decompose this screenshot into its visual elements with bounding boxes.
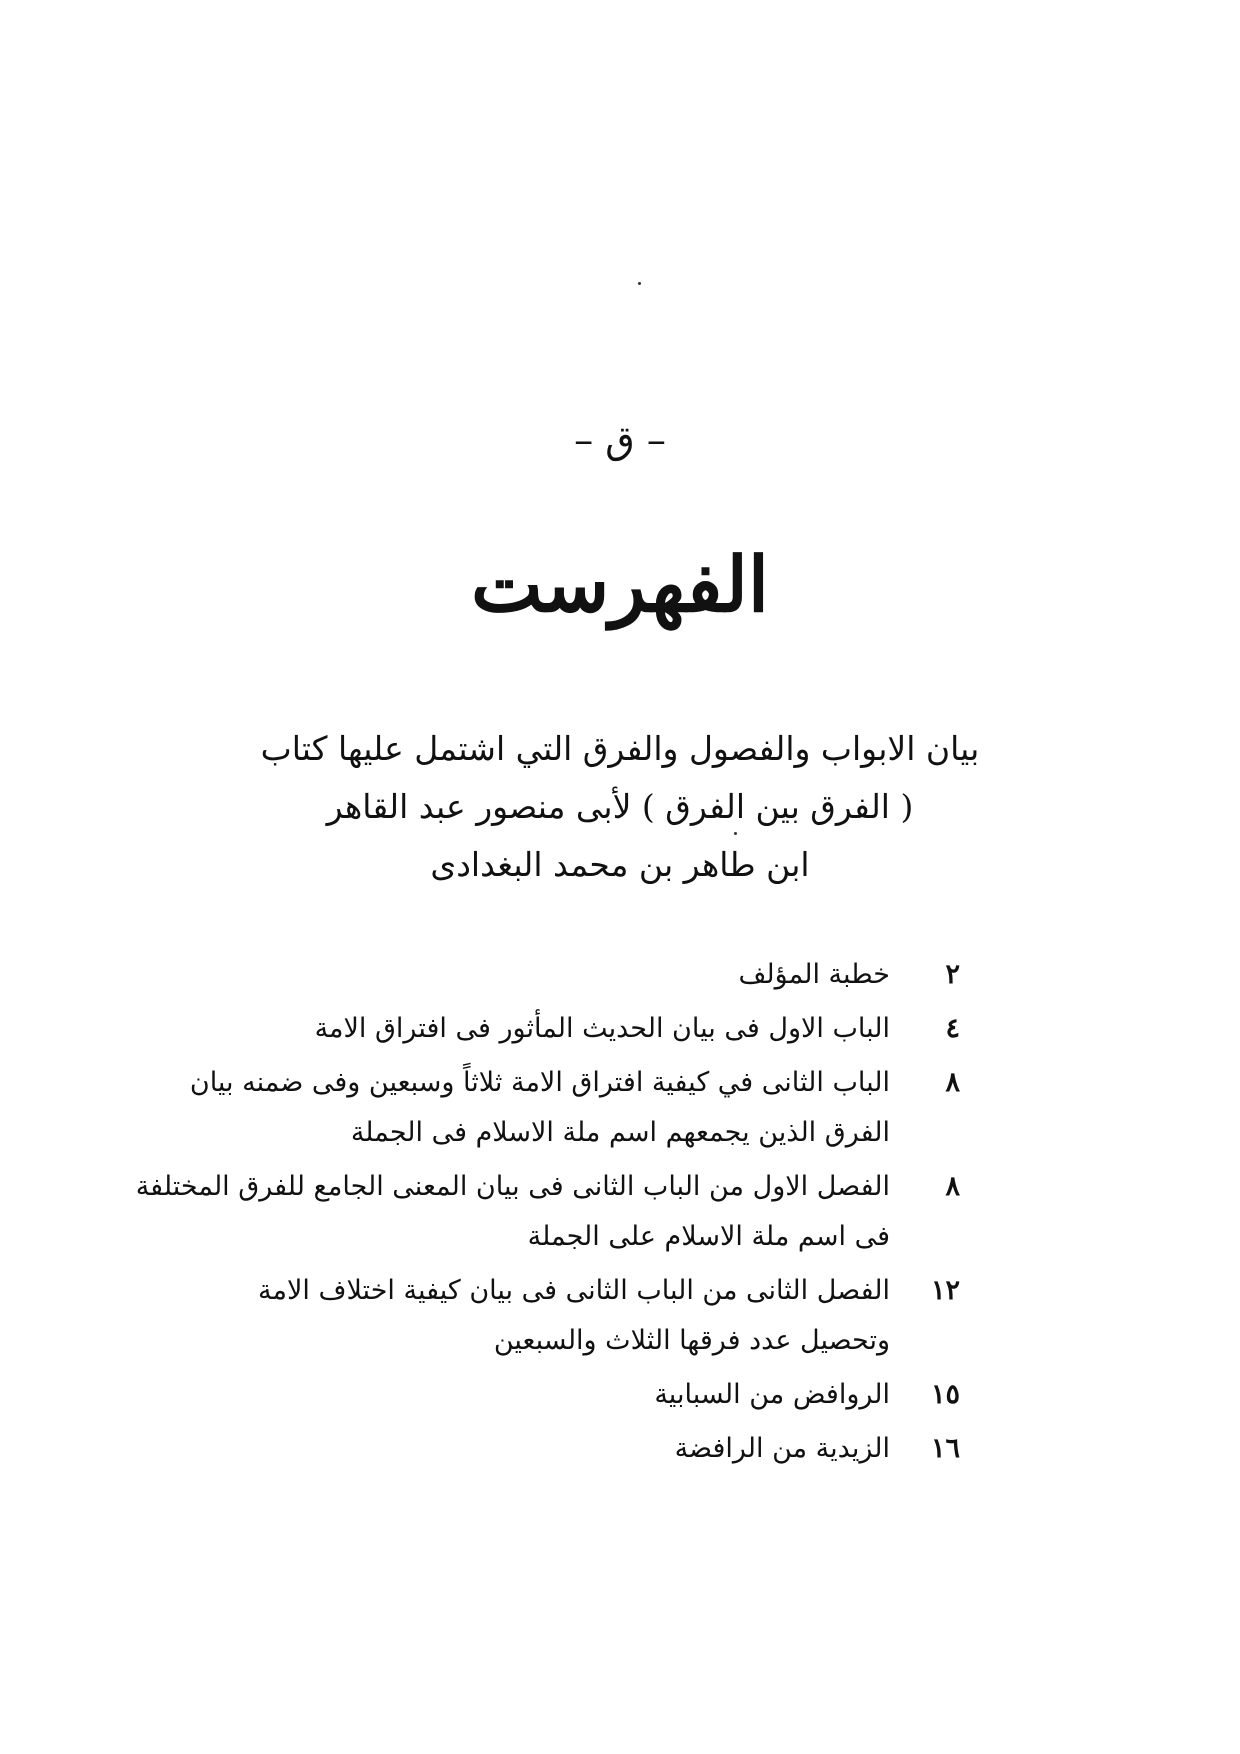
toc-entry-line: خطبة المؤلف — [738, 959, 890, 990]
toc-entry-line: الروافض من السبابية — [654, 1379, 890, 1410]
toc-entry — [300, 1004, 960, 1054]
toc-entry-title — [136, 1162, 890, 1262]
toc-entry-line: الفصل الاول من الباب الثانى فى بيان المعنى الجامع للفرق المختلفة — [135, 1171, 890, 1202]
toc-entry-title — [190, 1058, 890, 1158]
toc-entry — [300, 1370, 960, 1420]
description-line: ( الفرق بين الفرق ) لأبى منصور عبد القاهر — [326, 787, 914, 826]
toc-entry — [135, 1162, 960, 1262]
toc-entry-line: وتحصيل عدد فرقها الثلاث والسبعين — [493, 1325, 890, 1356]
toc-entry-line: فى اسم ملة الاسلام على الجملة — [527, 1221, 890, 1252]
toc-page-number: ٨ — [945, 1067, 960, 1098]
toc-entry-title — [300, 1424, 890, 1474]
toc-entry-line: الباب الاول فى بيان الحديث المأثور فى افتراق الامة — [314, 1013, 890, 1044]
toc-page-number: ١٦ — [930, 1433, 960, 1464]
description-line: ابن طاهر بن محمد البغدادى — [430, 845, 810, 884]
index-title: الفهرست — [471, 540, 769, 629]
description-line: بيان الابواب والفصول والفرق التي اشتمل عليها كتاب — [260, 729, 980, 768]
book-description — [0, 720, 1240, 894]
toc-entry-title — [300, 1370, 890, 1420]
toc-entry-title — [300, 1004, 890, 1054]
table-of-contents — [135, 950, 960, 1478]
toc-entry-line: الباب الثانى في كيفية افتراق الامة ثلاثاً وسبعين وفى ضمنه بيان — [189, 1067, 890, 1098]
toc-entry — [300, 950, 960, 1000]
toc-page-number: ٤ — [945, 1013, 960, 1044]
toc-entry — [189, 1058, 960, 1158]
ink-speck — [638, 282, 641, 285]
toc-page-number: ٢ — [945, 959, 960, 990]
toc-page-number: ٨ — [945, 1171, 960, 1202]
toc-entry-title — [300, 950, 890, 1000]
toc-entry-line: الفرق الذين يجمعهم اسم ملة الاسلام فى الجملة — [350, 1117, 890, 1148]
toc-entry-line: الفصل الثانى من الباب الثانى فى بيان كيفية اختلاف الامة — [258, 1275, 890, 1306]
toc-entry — [300, 1424, 960, 1474]
page-number: – ق – — [574, 418, 666, 462]
toc-entry-line: الزيدية من الرافضة — [674, 1433, 890, 1464]
toc-entry — [258, 1266, 960, 1366]
toc-page-number: ١٥ — [930, 1379, 960, 1410]
toc-page-number: ١٢ — [930, 1275, 960, 1306]
toc-entry-title — [258, 1266, 890, 1366]
